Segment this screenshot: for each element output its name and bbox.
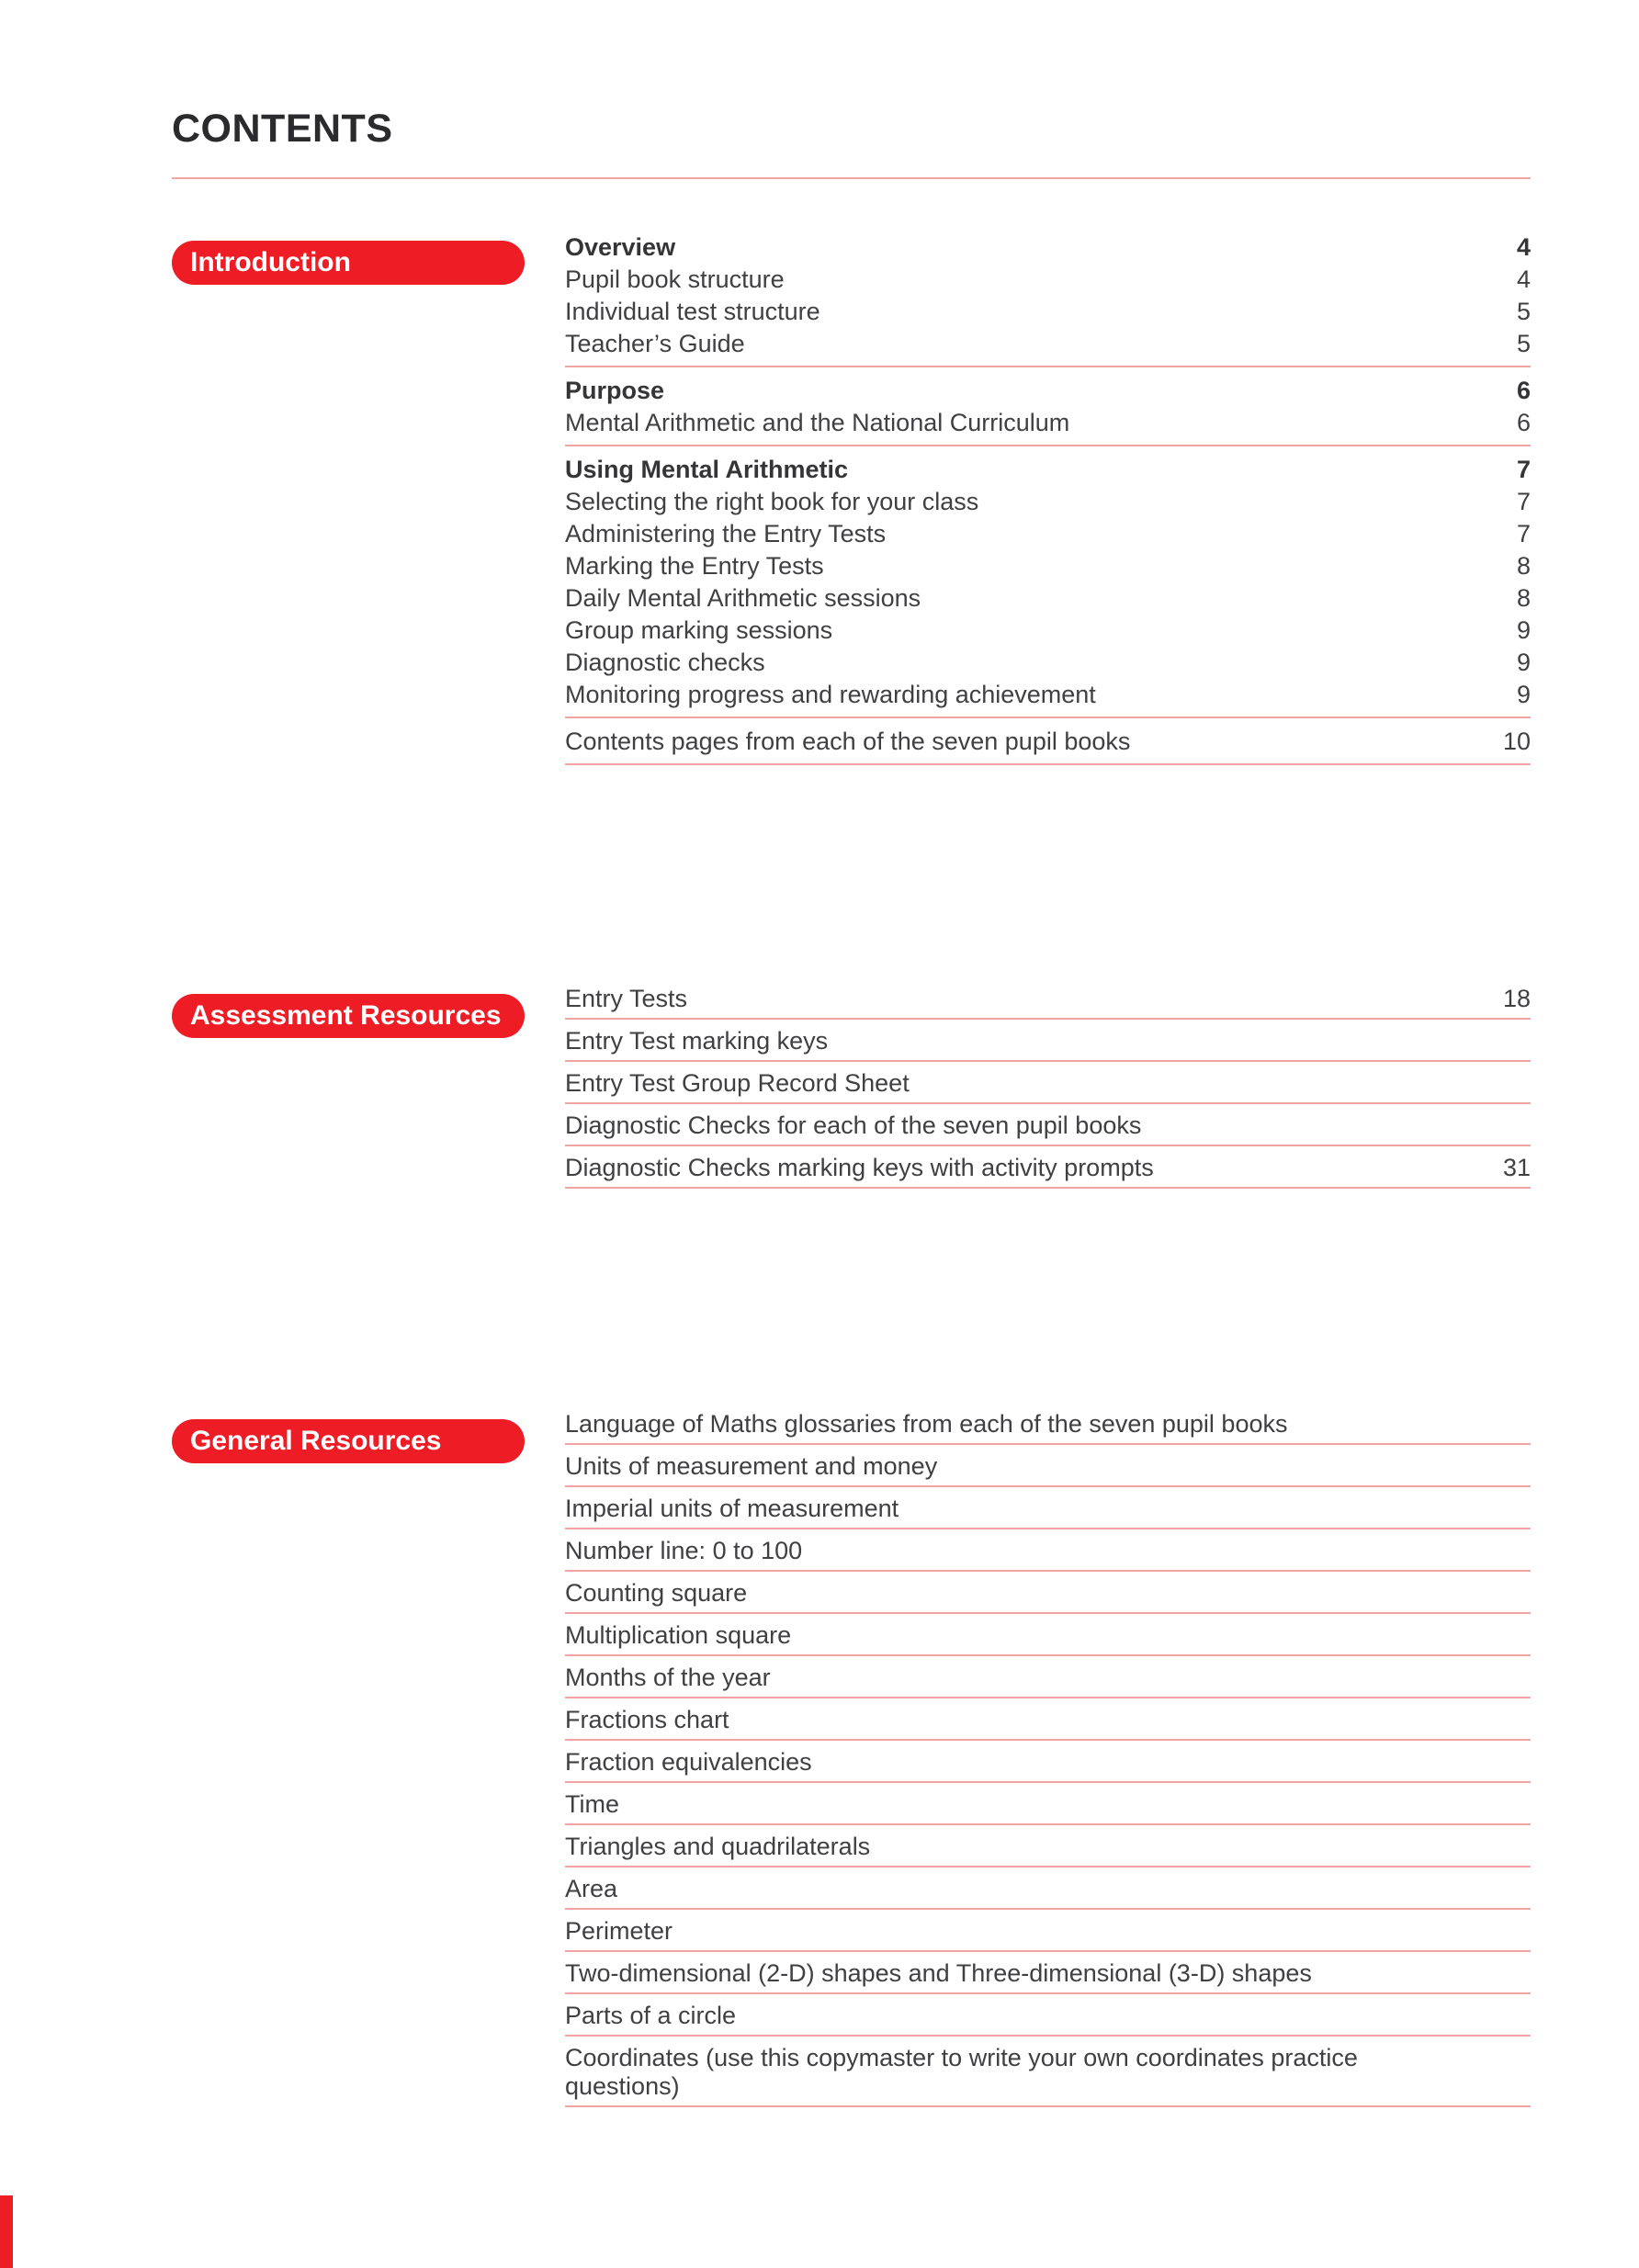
toc-row: [565, 1917, 1531, 1946]
toc-row: [565, 1748, 1531, 1777]
toc-item-text: Mental Arithmetic and the National Curriculum: [565, 409, 1070, 436]
toc-item-text: Entry Test Group Record Sheet: [565, 1069, 910, 1097]
toc-item-text: Area: [565, 1875, 618, 1902]
toc-item-text: Two-dimensional (2-D) shapes and Three-dimensional (3-D) shapes: [565, 1959, 1312, 1987]
toc-item-text: Daily Mental Arithmetic sessions: [565, 584, 921, 612]
toc-item-text: Teacher’s Guide: [565, 330, 745, 357]
toc-item-page: 9: [1516, 649, 1531, 676]
toc-row: [565, 1027, 1531, 1055]
toc-row: [565, 1452, 1531, 1481]
toc-item-text: Marking the Entry Tests: [565, 552, 824, 580]
toc-item-page: 7: [1516, 520, 1531, 547]
toc-item-page: 18: [1502, 985, 1531, 1012]
toc-item-text: Perimeter: [565, 1917, 673, 1945]
toc-item-text: Multiplication square: [565, 1621, 792, 1649]
toc-row: [565, 264, 1531, 296]
toc-item-page: 31: [1502, 1154, 1531, 1181]
toc-item-text: Diagnostic Checks marking keys with activity prompts: [565, 1154, 1154, 1181]
toc-group: [565, 1833, 1531, 1867]
toc-row: [565, 615, 1531, 647]
section-general-resources: [172, 1410, 1531, 2115]
toc-item-text: Individual test structure: [565, 298, 820, 325]
toc-row: [565, 1875, 1531, 1903]
corner-red-bar: [0, 2195, 13, 2268]
toc-row: [565, 1706, 1531, 1734]
toc-row: [565, 1959, 1531, 1988]
toc-item-page: 9: [1516, 616, 1531, 644]
toc-group: [565, 1111, 1531, 1146]
section-introduction: [172, 231, 1531, 773]
toc-group: [565, 1790, 1531, 1825]
toc-item-page: 5: [1516, 298, 1531, 325]
toc-row: [565, 407, 1531, 439]
page-title: CONTENTS: [172, 107, 393, 151]
toc-group: [565, 375, 1531, 446]
toc-item-text: Entry Tests: [565, 985, 688, 1012]
toc-item-text: Language of Maths glossaries from each of the seven pupil books: [565, 1410, 1288, 1438]
toc-item-page: 6: [1516, 377, 1531, 404]
toc-row: [565, 231, 1531, 264]
toc-group: [565, 1154, 1531, 1189]
toc-row: [565, 1069, 1531, 1098]
toc-row: [565, 2002, 1531, 2030]
toc-group: [565, 1706, 1531, 1741]
toc-item-page: 4: [1516, 233, 1531, 261]
toc-group: [565, 2044, 1531, 2107]
toc-item-text: Fraction equivalencies: [565, 1748, 812, 1776]
toc-item-text: Pupil book structure: [565, 265, 785, 293]
section-label: General Resources: [190, 1426, 442, 1456]
toc-item-text: Number line: 0 to 100: [565, 1537, 803, 1564]
toc-item-page: 7: [1516, 456, 1531, 483]
toc-item-text: Units of measurement and money: [565, 1452, 938, 1480]
toc-group: [565, 1664, 1531, 1698]
toc-group: [565, 1069, 1531, 1104]
toc-group: [565, 1452, 1531, 1487]
toc-group: [565, 1917, 1531, 1952]
toc-row: [565, 1579, 1531, 1608]
section-content: [565, 1410, 1531, 2115]
toc-row: [565, 679, 1531, 711]
toc-item-text: Entry Test marking keys: [565, 1027, 829, 1055]
toc-row: [565, 1664, 1531, 1692]
toc-group: [565, 726, 1531, 765]
toc-row: [565, 454, 1531, 486]
toc-item-page: 7: [1516, 488, 1531, 515]
toc-item-page: 9: [1516, 681, 1531, 708]
toc-row: [565, 1410, 1531, 1439]
section-pill-column: [172, 231, 525, 285]
toc-item-page: 6: [1516, 409, 1531, 436]
title-rule: [172, 177, 1531, 179]
toc-group: [565, 1027, 1531, 1062]
toc-row: [565, 1621, 1531, 1650]
toc-group: [565, 1579, 1531, 1614]
toc-row: [565, 1495, 1531, 1523]
toc-group: [565, 1495, 1531, 1529]
toc-group: [565, 1959, 1531, 1994]
toc-item-text: Imperial units of measurement: [565, 1495, 899, 1522]
toc-item-text: Selecting the right book for your class: [565, 488, 979, 515]
toc-row: [565, 582, 1531, 615]
toc-group: [565, 1875, 1531, 1910]
toc-item-text: Fractions chart: [565, 1706, 729, 1733]
toc-item-text: Group marking sessions: [565, 616, 833, 644]
toc-group: [565, 231, 1531, 367]
toc-item-text: Months of the year: [565, 1664, 771, 1691]
toc-group: [565, 1537, 1531, 1572]
section-label-pill: [172, 241, 525, 285]
toc-item-text: Diagnostic checks: [565, 649, 765, 676]
toc-item-text: Parts of a circle: [565, 2002, 737, 2029]
toc-row: [565, 985, 1531, 1013]
toc-item-page: 8: [1516, 552, 1531, 580]
toc-group: [565, 985, 1531, 1020]
toc-group: [565, 2002, 1531, 2037]
toc-item-text: Coordinates (use this copymaster to write your own coordinates practice questions): [565, 2044, 1358, 2100]
section-pill-column: [172, 1410, 525, 1463]
section-content: [565, 231, 1531, 773]
section-assessment-resources: [172, 985, 1531, 1196]
toc-row: [565, 1154, 1531, 1182]
toc-item-page: 10: [1502, 728, 1531, 755]
toc-row: [565, 518, 1531, 550]
toc-row: [565, 726, 1531, 758]
section-content: [565, 985, 1531, 1196]
toc-row: [565, 2044, 1531, 2101]
toc-row: [565, 1537, 1531, 1565]
toc-item-text: Diagnostic Checks for each of the seven pupil books: [565, 1111, 1142, 1139]
toc-item-page: 8: [1516, 584, 1531, 612]
toc-group: [565, 454, 1531, 718]
toc-item-text: Time: [565, 1790, 619, 1818]
toc-item-text: Using Mental Arithmetic: [565, 456, 849, 483]
toc-row: [565, 647, 1531, 679]
toc-item-text: Contents pages from each of the seven pupil books: [565, 728, 1131, 755]
toc-row: [565, 1833, 1531, 1861]
toc-item-text: Monitoring progress and rewarding achievement: [565, 681, 1096, 708]
section-label-pill: [172, 994, 525, 1038]
toc-row: [565, 328, 1531, 360]
toc-item-text: Triangles and quadrilaterals: [565, 1833, 871, 1860]
section-pill-column: [172, 985, 525, 1038]
toc-row: [565, 375, 1531, 407]
toc-row: [565, 486, 1531, 518]
toc-row: [565, 550, 1531, 582]
toc-row: [565, 1111, 1531, 1140]
toc-item-text: Counting square: [565, 1579, 748, 1607]
toc-item-text: Overview: [565, 233, 676, 261]
toc-group: [565, 1621, 1531, 1656]
section-label: Assessment Resources: [190, 1000, 502, 1031]
toc-item-page: 4: [1516, 265, 1531, 293]
toc-row: [565, 296, 1531, 328]
section-label-pill: [172, 1419, 525, 1463]
toc-group: [565, 1748, 1531, 1783]
toc-item-text: Purpose: [565, 377, 665, 404]
section-label: Introduction: [190, 247, 351, 277]
toc-group: [565, 1410, 1531, 1445]
toc-item-page: 5: [1516, 330, 1531, 357]
toc-item-text: Administering the Entry Tests: [565, 520, 887, 547]
toc-row: [565, 1790, 1531, 1819]
